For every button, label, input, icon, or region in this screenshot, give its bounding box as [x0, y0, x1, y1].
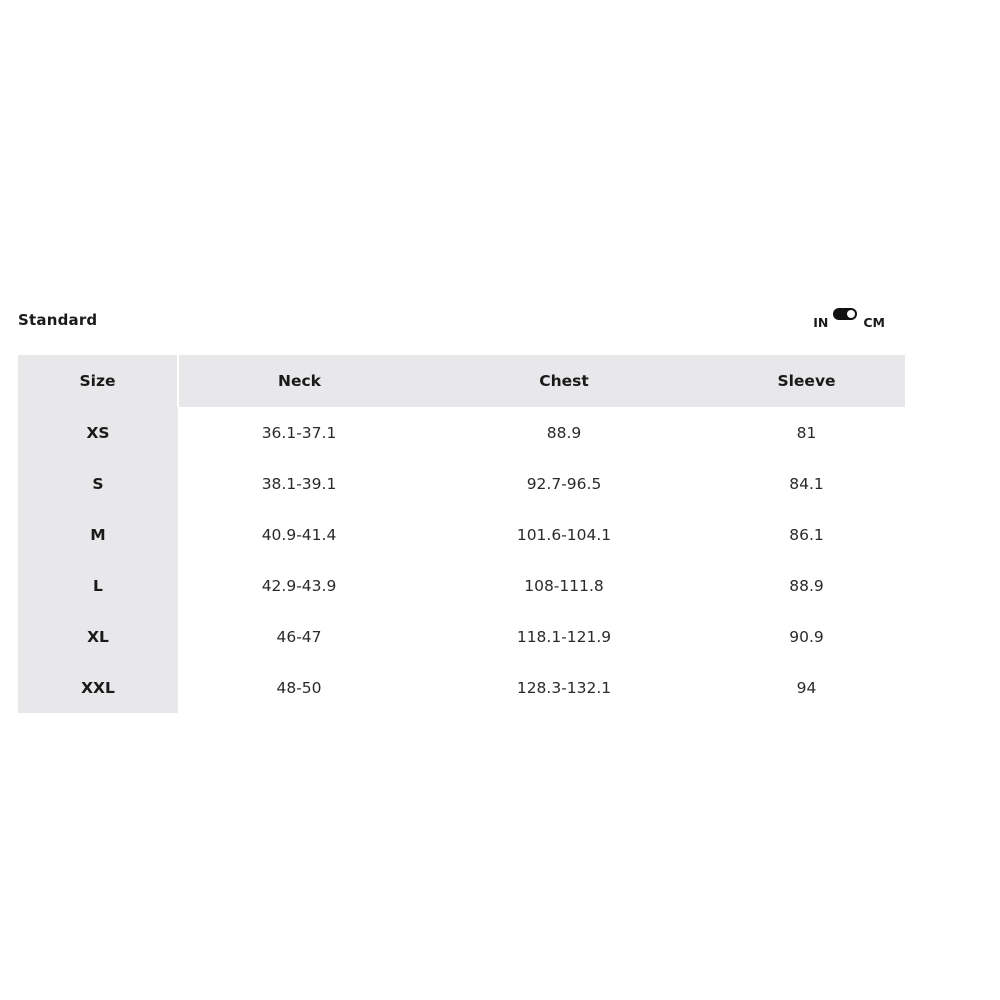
size-cell: S	[18, 458, 178, 509]
neck-cell: 42.9-43.9	[261, 576, 337, 595]
size-chart-header	[18, 308, 888, 334]
size-cell: M	[18, 509, 178, 560]
size-cell: XXL	[18, 662, 178, 713]
table-row	[18, 458, 905, 509]
size-chart-title: Standard	[18, 311, 98, 329]
size-cell: XS	[18, 407, 178, 458]
table-header-row	[18, 355, 905, 407]
unit-toggle[interactable]	[813, 308, 885, 334]
neck-cell: 48-50	[276, 678, 322, 697]
neck-cell: 38.1-39.1	[261, 474, 337, 493]
chest-cell: 101.6-104.1	[516, 525, 612, 544]
sleeve-cell: 90.9	[789, 627, 824, 646]
sleeve-cell: 81	[796, 423, 817, 442]
chest-cell: 108-111.8	[524, 576, 604, 595]
unit-switch[interactable]	[833, 308, 857, 320]
table-row	[18, 611, 905, 662]
sleeve-cell: 88.9	[789, 576, 824, 595]
unit-label-in[interactable]: IN	[813, 315, 829, 330]
column-header-sleeve: Sleeve	[708, 355, 905, 407]
size-cell: L	[18, 560, 178, 611]
table-row	[18, 662, 905, 713]
size-cell: XL	[18, 611, 178, 662]
neck-cell: 46-47	[276, 627, 322, 646]
unit-switch-knob	[847, 310, 855, 318]
chest-cell: 92.7-96.5	[526, 474, 602, 493]
chest-cell: 128.3-132.1	[516, 678, 612, 697]
column-header-chest: Chest	[420, 355, 708, 407]
chest-cell: 118.1-121.9	[516, 627, 612, 646]
table-row	[18, 407, 905, 458]
table-row	[18, 560, 905, 611]
sleeve-cell: 86.1	[789, 525, 824, 544]
neck-cell: 36.1-37.1	[261, 423, 337, 442]
column-header-neck: Neck	[178, 355, 420, 407]
unit-label-cm[interactable]: CM	[863, 315, 885, 330]
sleeve-cell: 84.1	[789, 474, 824, 493]
table-row	[18, 509, 905, 560]
sleeve-cell: 94	[796, 678, 817, 697]
chest-cell: 88.9	[546, 423, 582, 442]
neck-cell: 40.9-41.4	[261, 525, 337, 544]
column-header-size: Size	[18, 355, 178, 407]
size-chart-table	[18, 355, 905, 713]
